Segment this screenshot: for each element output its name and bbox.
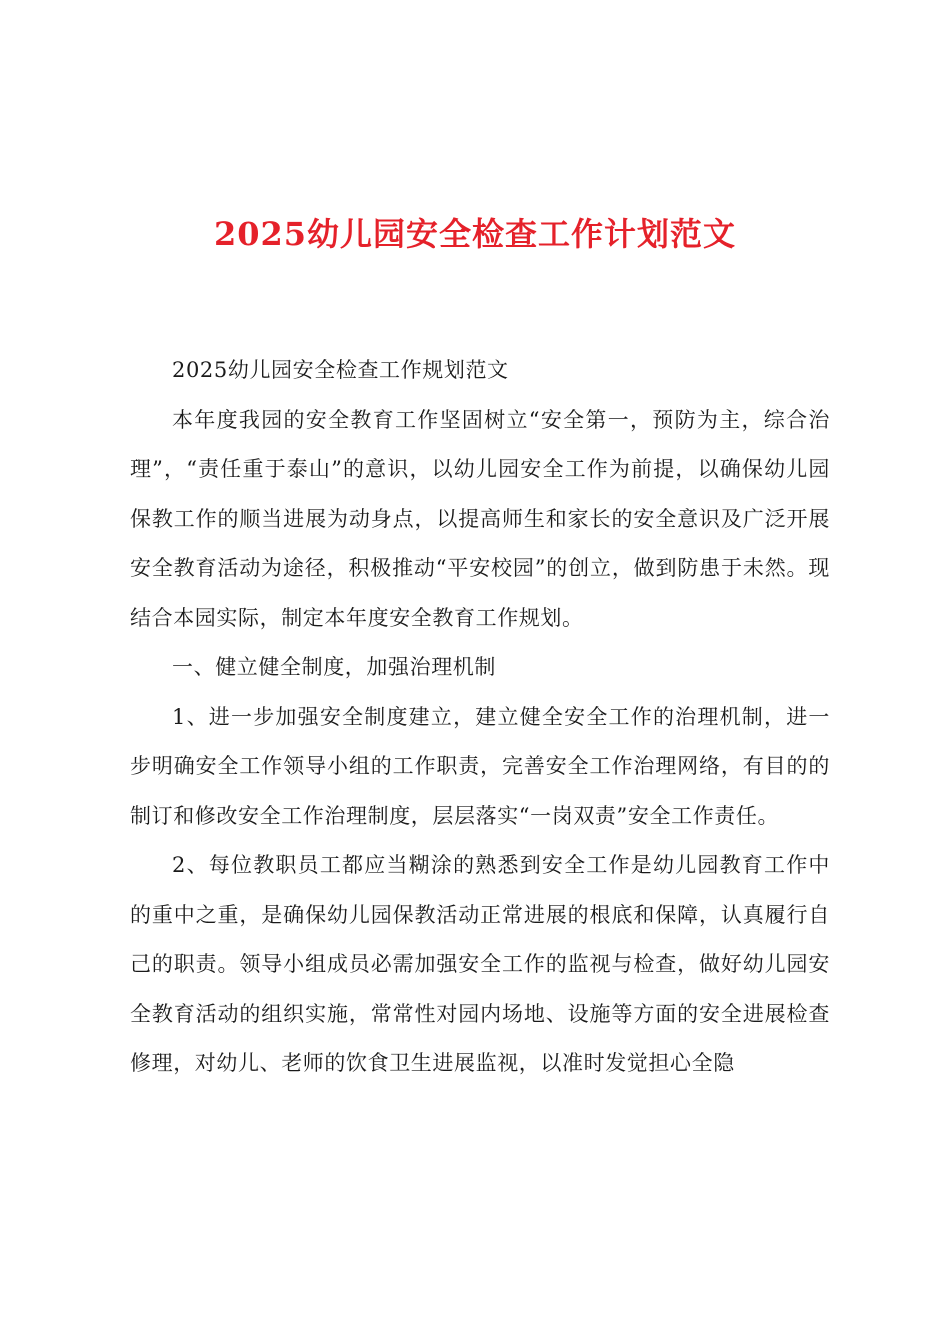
document-title: 2025幼儿园安全检查工作计划范文: [213, 215, 737, 253]
subtitle-paragraph: 2025幼儿园安全检查工作规划范文: [172, 358, 509, 382]
intro-paragraph: 本年度我园的安全教育工作坚固树立“安全第一，预防为主，综合治理”，“责任重于泰山”的意识，以幼儿园安全工作为前提，以确保幼儿园保教工作的顺当进展为动身点，以提高师生和家长的安全意识及广泛开展安全教育活动为途径，积极推动“平安校园”的创立，做到防患于未然。现结合本园实际，制定本年度安全教育工作规划。: [130, 407, 830, 630]
section-heading: 一、健立健全制度，加强治理机制: [172, 655, 496, 679]
item-paragraph-2: 2、每位教职员工都应当糊涂的熟悉到安全工作是幼儿园教育工作中的重中之重，是确保幼儿园保教活动正常进展的根底和保障，认真履行自己的职责。领导小组成员必需加强安全工作的监视与检查，做好幼儿园安全教育活动的组织实施，常常性对园内场地、设施等方面的安全进展检查修理，对幼儿、老师的饮食卫生进展监视，以准时发觉担心全隐: [130, 853, 830, 1075]
item-paragraph-1: 1、进一步加强安全制度建立，建立健全安全工作的治理机制，进一步明确安全工作领导小组的工作职责，完善安全工作治理网络，有目的的制订和修改安全工作治理制度，层层落实“一岗双责”安全工作责任。: [130, 704, 830, 828]
document-body: [130, 346, 830, 1089]
